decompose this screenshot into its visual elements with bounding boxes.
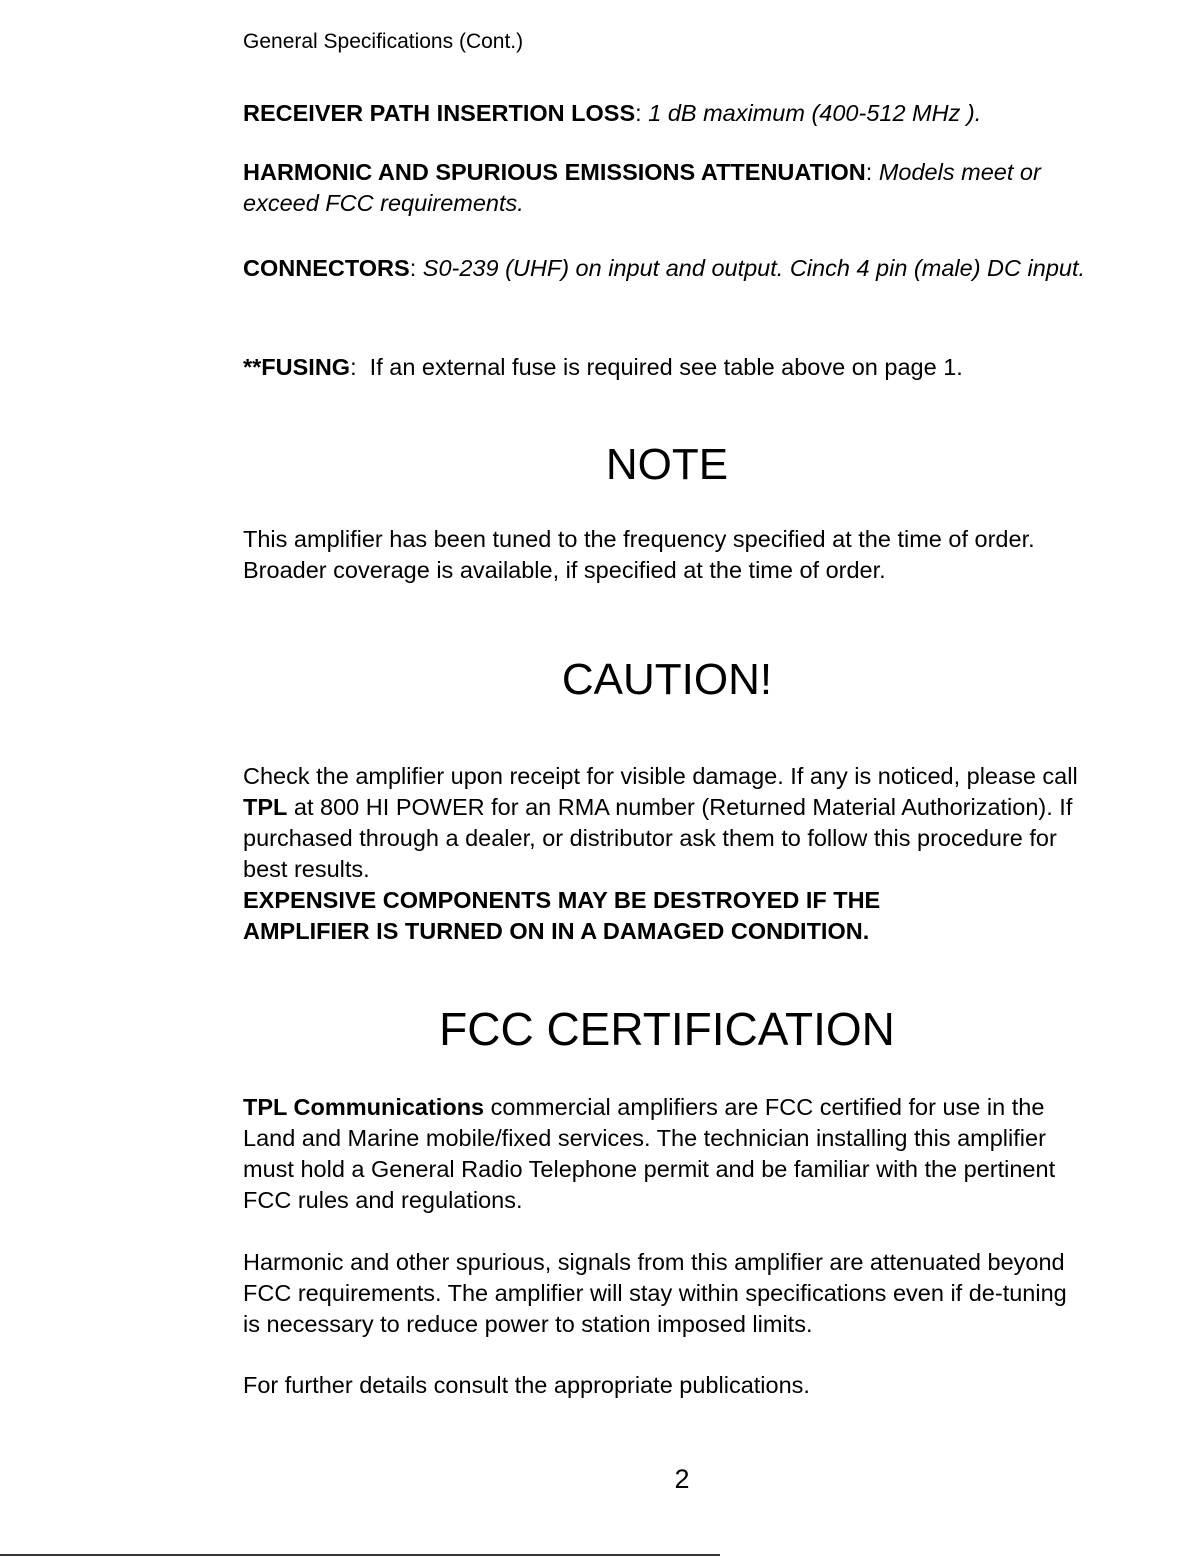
company-name: TPL Communications bbox=[243, 1094, 485, 1120]
fcc-paragraph-1 bbox=[243, 1092, 1083, 1216]
fcc-paragraph-3: For further details consult the appropriate publications. bbox=[243, 1372, 810, 1398]
caution-text-part2: at 800 HI POWER for an RMA number (Returned Material Authorization). If purchased through a dealer, or distributor ask them to follow this procedure for best results. bbox=[243, 794, 1073, 882]
spec-receiver-path-insertion-loss bbox=[243, 98, 1103, 129]
spec-label: RECEIVER PATH INSERTION LOSS bbox=[243, 100, 636, 126]
spec-separator: : bbox=[865, 159, 873, 185]
spec-fusing bbox=[243, 352, 1103, 383]
fcc-paragraph-2: Harmonic and other spurious, signals from this amplifier are attenuated beyond FCC requirements. The amplifier will stay within specifications even if de-tuning is necessary to reduce power to station imposed limits. bbox=[243, 1249, 1067, 1337]
spec-separator: : bbox=[409, 255, 417, 281]
caution-warning: EXPENSIVE COMPONENTS MAY BE DESTROYED IF THE AMPLIFIER IS TURNED ON IN A DAMAGED CONDITION. bbox=[243, 887, 881, 944]
tpl-name: TPL bbox=[243, 794, 288, 820]
spec-label: HARMONIC AND SPURIOUS EMISSIONS ATTENUATION bbox=[243, 159, 866, 185]
note-heading: NOTE bbox=[605, 440, 729, 489]
spec-value: S0-239 (UHF) on input and output. Cinch 4 pin (male) DC input. bbox=[422, 255, 1086, 281]
spec-connectors bbox=[243, 253, 1103, 284]
caution-text-part1: Check the amplifier upon receipt for visible damage. If any is noticed, please call bbox=[243, 763, 1078, 789]
spec-separator: : bbox=[635, 100, 642, 126]
spec-harmonic-attenuation bbox=[243, 157, 1103, 219]
spec-label: **FUSING bbox=[243, 354, 351, 380]
fcc-paragraph-1-rest: commercial amplifiers are FCC certified for use in the Land and Marine mobile/fixed services. The technician installing this amplifier must hold a General Radio Telephone permit and be familiar with the pertinent FCC rules and regulations. bbox=[243, 1094, 1056, 1213]
page-header: General Specifications (Cont.) bbox=[243, 30, 524, 53]
spec-value: Models meet or exceed FCC requirements. bbox=[243, 159, 1041, 216]
fcc-certification-heading: FCC CERTIFICATION bbox=[439, 1003, 895, 1055]
spec-value: 1 dB maximum (400-512 MHz ). bbox=[648, 100, 982, 126]
caution-heading: CAUTION! bbox=[561, 655, 773, 704]
spec-label: CONNECTORS bbox=[243, 255, 410, 281]
note-text: This amplifier has been tuned to the frequency specified at the time of order. Broader coverage is available, if specified at the time of order. bbox=[243, 526, 1035, 583]
spec-value: If an external fuse is required see table above on page 1. bbox=[369, 354, 963, 380]
page-number: 2 bbox=[674, 1464, 690, 1494]
bottom-rule bbox=[0, 1554, 720, 1556]
caution-text bbox=[243, 761, 1093, 947]
spec-separator: : bbox=[350, 354, 357, 380]
